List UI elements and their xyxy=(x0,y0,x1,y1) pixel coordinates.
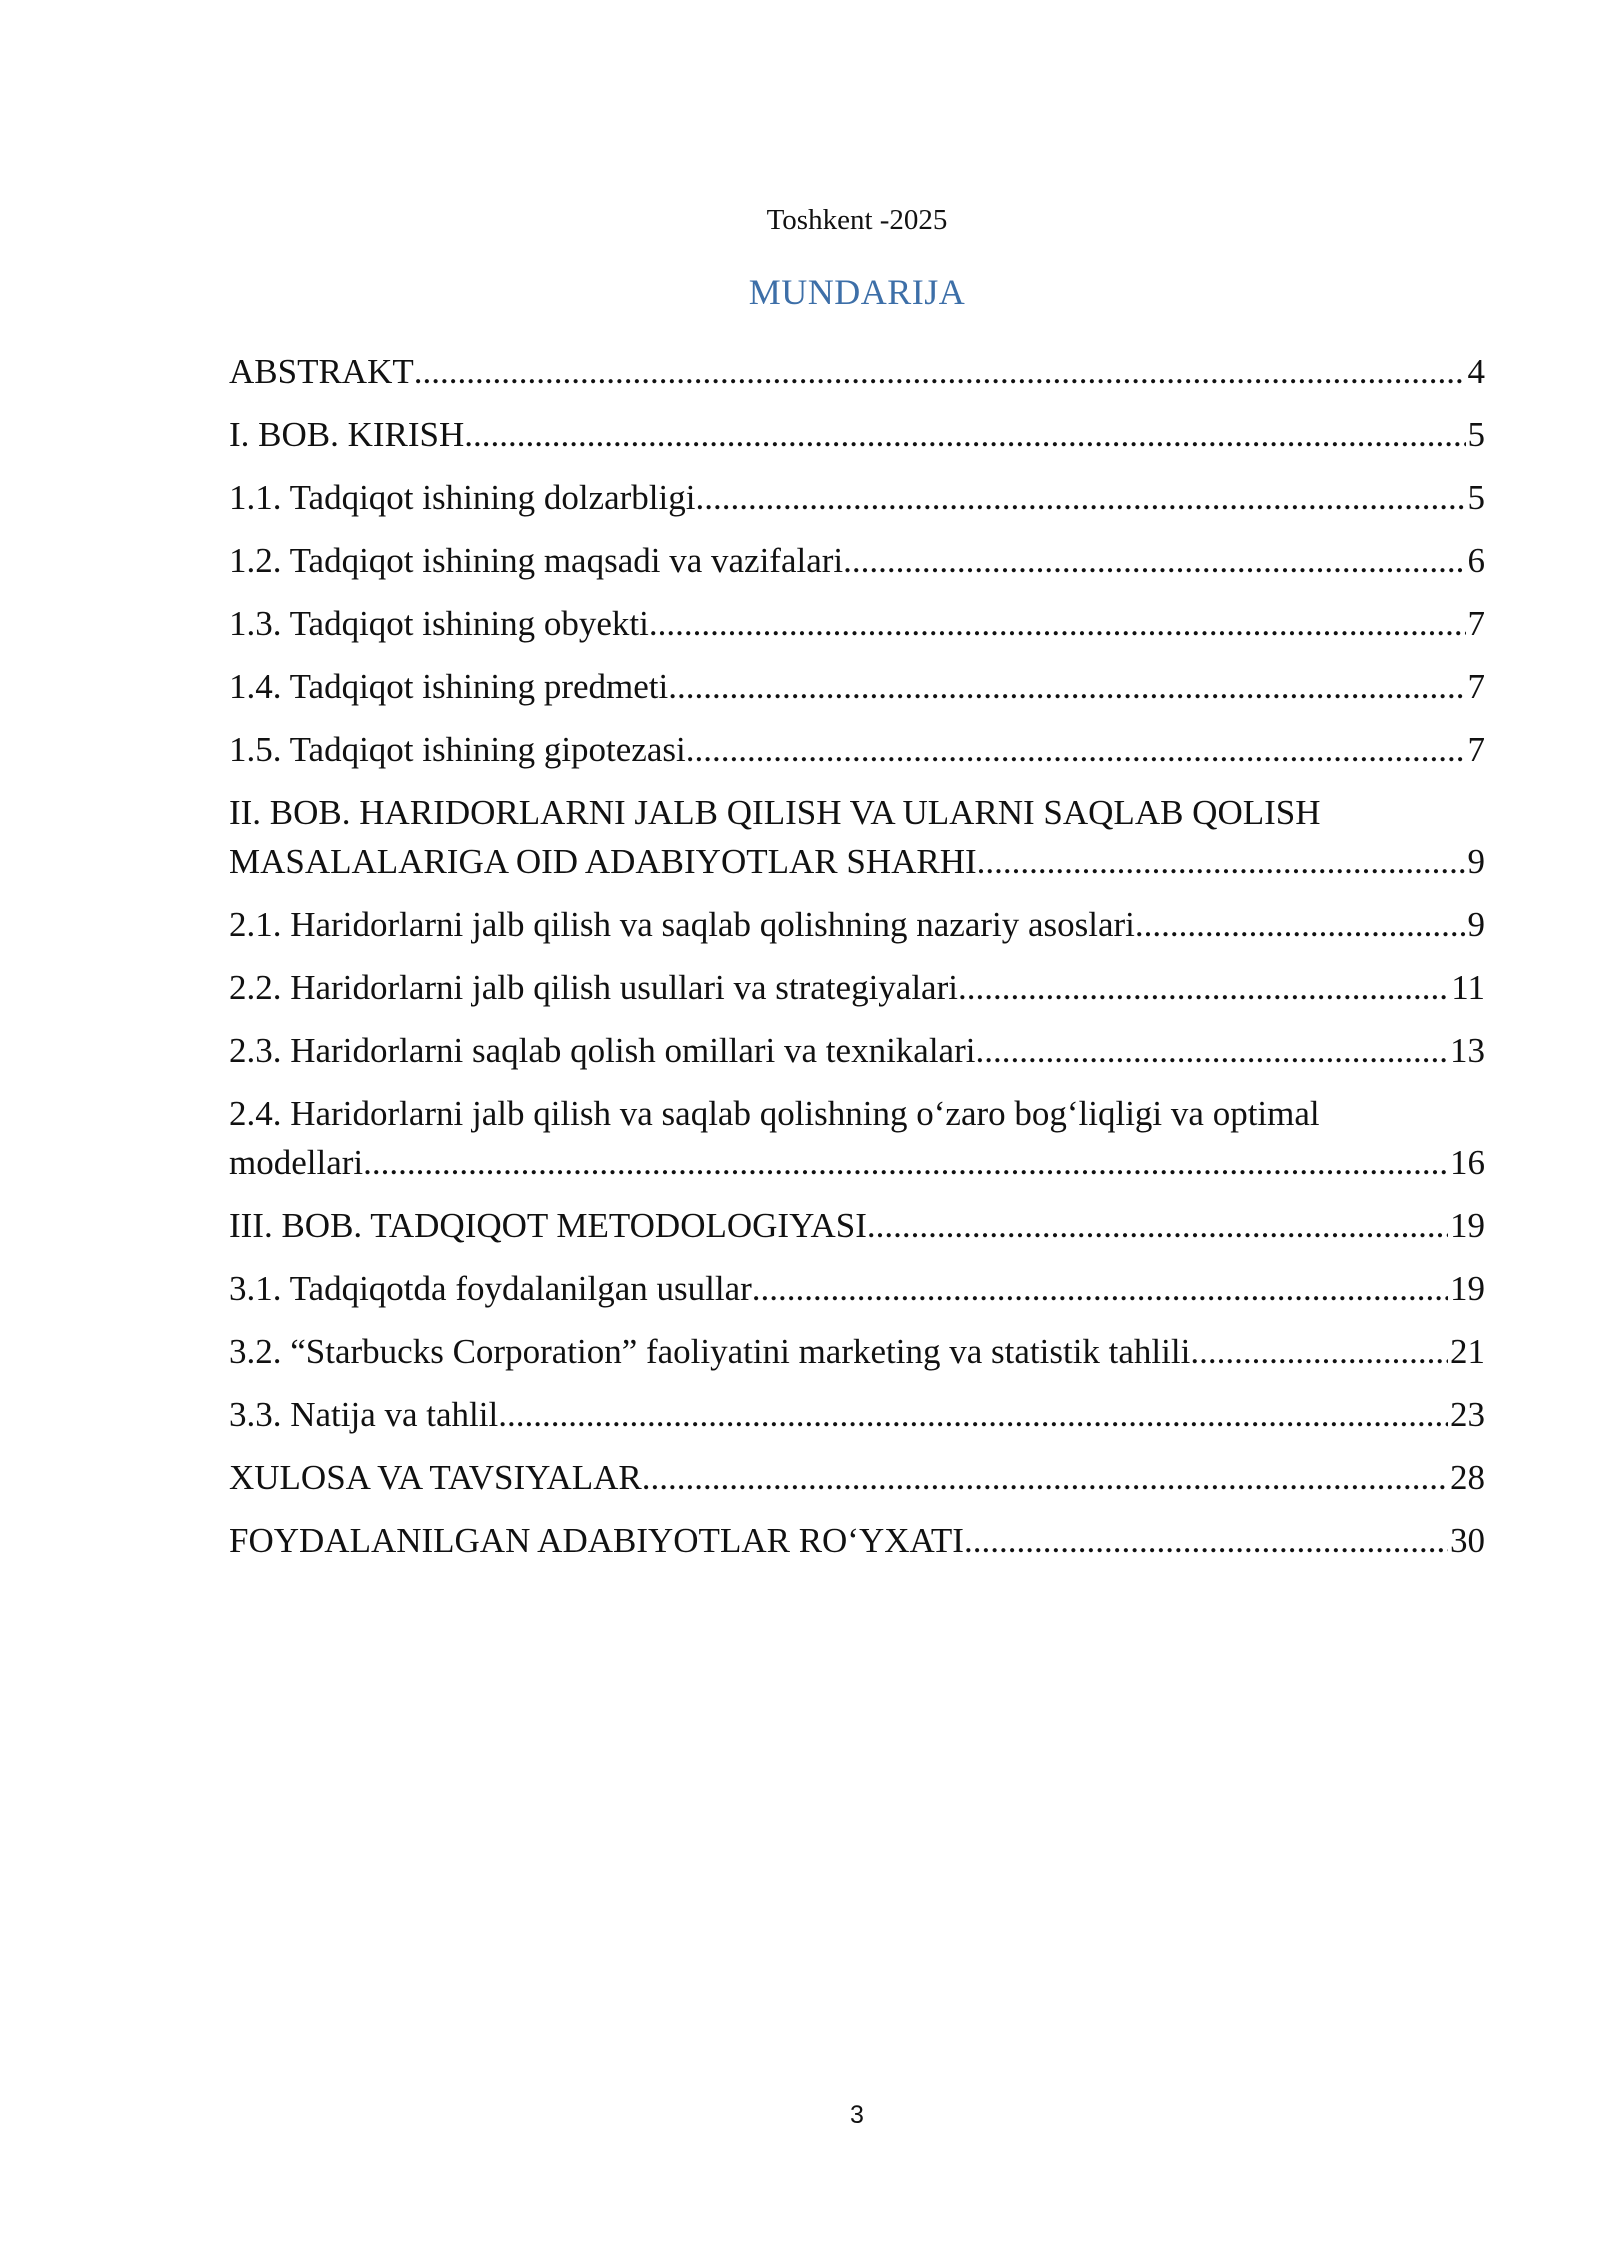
dot-leader xyxy=(975,1026,1448,1075)
toc-entry-page: 11 xyxy=(1451,968,1485,1007)
table-of-contents xyxy=(229,347,1485,1579)
toc-entry-label: ABSTRAKT xyxy=(229,352,414,391)
toc-title: MUNDARIJA xyxy=(748,272,966,312)
toc-entry-3-2[interactable] xyxy=(229,1327,1485,1376)
toc-entry-page: 9 xyxy=(1467,905,1485,944)
toc-entry-page: 7 xyxy=(1467,604,1485,643)
toc-entry-label: 1.1. Tadqiqot ishining dolzarbligi xyxy=(229,478,696,517)
dot-leader xyxy=(686,725,1466,774)
toc-entry-label: 1.2. Tadqiqot ishining maqsadi va vazifalari xyxy=(229,541,844,580)
toc-entry-chapter-1[interactable] xyxy=(229,410,1485,459)
toc-entry-label-line-1: II. BOB. HARIDORLARNI JALB QILISH VA ULARNI SAQLAB QOLISH xyxy=(229,793,1321,832)
page-number: 3 xyxy=(850,2101,864,2129)
toc-entry-page: 5 xyxy=(1467,415,1485,454)
toc-entry-page: 19 xyxy=(1450,1206,1485,1245)
toc-entry-label: 1.3. Tadqiqot ishining obyekti xyxy=(229,604,649,643)
dot-leader xyxy=(958,963,1449,1012)
toc-entry-label: FOYDALANILGAN ADABIYOTLAR RO‘YXATI xyxy=(229,1521,964,1560)
toc-entry-label-line-2: modellari xyxy=(229,1143,364,1182)
toc-entry-1-4[interactable] xyxy=(229,662,1485,711)
toc-entry-page: 7 xyxy=(1467,667,1485,706)
dot-leader xyxy=(843,536,1465,585)
dot-leader xyxy=(964,1516,1448,1565)
dot-leader xyxy=(414,347,1466,396)
toc-entry-chapter-2[interactable] xyxy=(229,788,1485,886)
toc-entry-page: 4 xyxy=(1467,352,1485,391)
toc-entry-3-3[interactable] xyxy=(229,1390,1485,1439)
toc-entry-page: 5 xyxy=(1467,478,1485,517)
toc-entry-page: 23 xyxy=(1450,1395,1485,1434)
dot-leader xyxy=(668,662,1465,711)
dot-leader xyxy=(464,410,1465,459)
toc-entry-page: 7 xyxy=(1467,730,1485,769)
dot-leader xyxy=(695,473,1465,522)
toc-entry-conclusion[interactable] xyxy=(229,1453,1485,1502)
dot-leader xyxy=(642,1453,1448,1502)
toc-entry-page: 19 xyxy=(1450,1269,1485,1308)
dot-leader xyxy=(867,1201,1448,1250)
toc-entry-page: 13 xyxy=(1450,1031,1485,1070)
toc-entry-label: 1.5. Tadqiqot ishining gipotezasi xyxy=(229,730,686,769)
dot-leader xyxy=(1190,1327,1448,1376)
toc-entry-label: III. BOB. TADQIQOT METODOLOGIYASI xyxy=(229,1206,867,1245)
toc-entry-label: 2.1. Haridorlarni jalb qilish va saqlab qolishning nazariy asoslari xyxy=(229,905,1135,944)
toc-entry-label: 3.3. Natija va tahlil xyxy=(229,1395,499,1434)
toc-entry-label: 3.1. Tadqiqotda foydalanilgan usullar xyxy=(229,1269,752,1308)
toc-entry-1-2[interactable] xyxy=(229,536,1485,585)
toc-entry-abstrakt[interactable] xyxy=(229,347,1485,396)
dot-leader xyxy=(977,837,1466,886)
city-year: Toshkent -2025 xyxy=(766,204,948,236)
dot-leader xyxy=(498,1390,1448,1439)
toc-entry-last-line xyxy=(229,837,1485,886)
toc-entry-label-line-2: MASALALARIGA OID ADABIYOTLAR SHARHI xyxy=(229,842,977,881)
toc-entry-1-1[interactable] xyxy=(229,473,1485,522)
toc-entry-2-4[interactable] xyxy=(229,1089,1485,1187)
toc-entry-1-5[interactable] xyxy=(229,725,1485,774)
dot-leader xyxy=(363,1138,1448,1187)
toc-entry-2-1[interactable] xyxy=(229,900,1485,949)
toc-entry-label: I. BOB. KIRISH xyxy=(229,415,465,454)
toc-entry-last-line xyxy=(229,1138,1485,1187)
toc-entry-page: 28 xyxy=(1450,1458,1485,1497)
toc-entry-label-line-1: 2.4. Haridorlarni jalb qilish va saqlab qolishning o‘zaro bog‘liqligi va optimal xyxy=(229,1094,1320,1133)
toc-entry-label: 2.2. Haridorlarni jalb qilish usullari va strategiyalari xyxy=(229,968,958,1007)
toc-entry-page: 16 xyxy=(1450,1143,1485,1182)
toc-entry-page: 30 xyxy=(1450,1521,1485,1560)
toc-entry-label: 1.4. Tadqiqot ishining predmeti xyxy=(229,667,669,706)
dot-leader xyxy=(649,599,1466,648)
dot-leader xyxy=(752,1264,1448,1313)
toc-entry-page: 6 xyxy=(1467,541,1485,580)
toc-entry-label: 2.3. Haridorlarni saqlab qolish omillari va texnikalari xyxy=(229,1031,976,1070)
toc-entry-page: 21 xyxy=(1450,1332,1485,1371)
toc-entry-page: 9 xyxy=(1467,842,1485,881)
toc-entry-references[interactable] xyxy=(229,1516,1485,1565)
toc-entry-chapter-3[interactable] xyxy=(229,1201,1485,1250)
toc-entry-3-1[interactable] xyxy=(229,1264,1485,1313)
toc-entry-label: 3.2. “Starbucks Corporation” faoliyatini marketing va statistik tahlili xyxy=(229,1332,1191,1371)
dot-leader xyxy=(1135,900,1466,949)
toc-entry-2-3[interactable] xyxy=(229,1026,1485,1075)
toc-entry-1-3[interactable] xyxy=(229,599,1485,648)
toc-entry-2-2[interactable] xyxy=(229,963,1485,1012)
toc-entry-label: XULOSA VA TAVSIYALAR xyxy=(229,1458,642,1497)
